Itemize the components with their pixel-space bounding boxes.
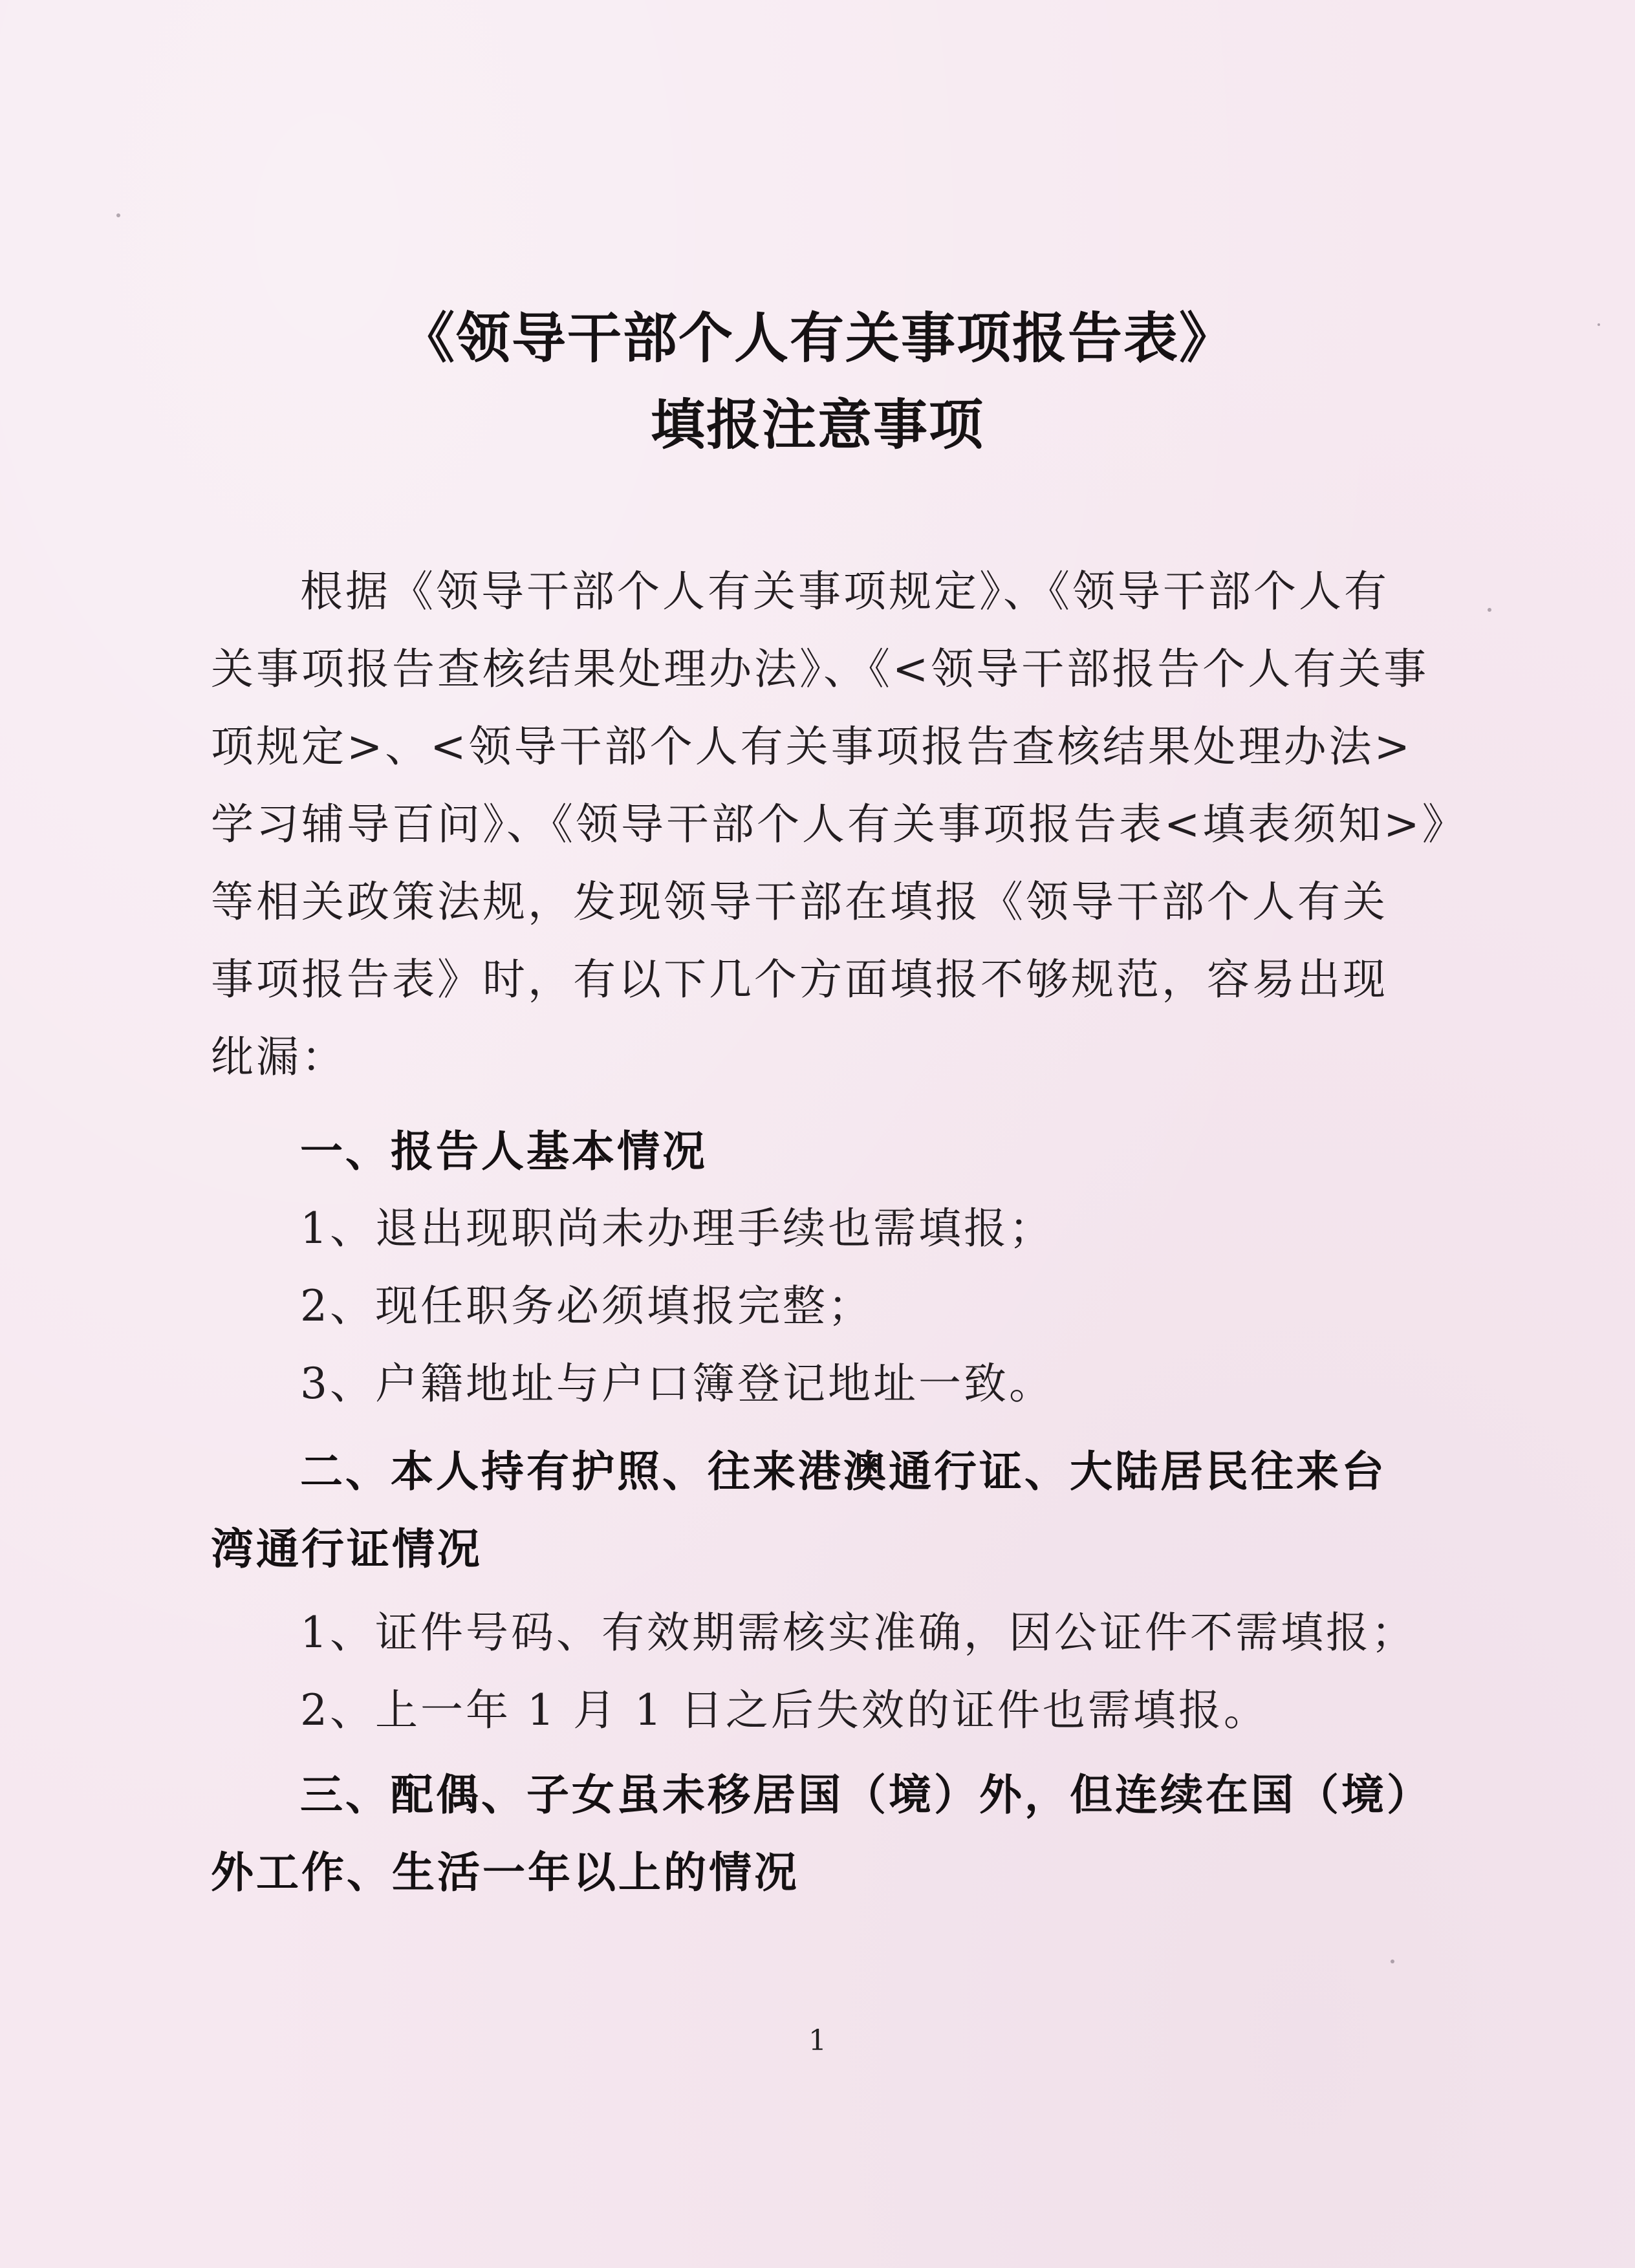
section-2-item: 2、上一年 1 月 1 日之后失效的证件也需填报。 bbox=[300, 1685, 1269, 1735]
intro-paragraph-line: 等相关政策法规，发现领导干部在填报《领导干部个人有关 bbox=[211, 877, 1388, 927]
intro-paragraph-line: 关事项报告查核结果处理办法》、《<领导干部报告个人有关事 bbox=[211, 644, 1429, 694]
section-1-item: 3、户籍地址与户口簿登记地址一致。 bbox=[300, 1359, 1054, 1409]
section-1-heading: 一、报告人基本情况 bbox=[300, 1126, 708, 1176]
scan-speck bbox=[1488, 608, 1491, 612]
section-1-item: 1、退出现职尚未办理手续也需填报； bbox=[300, 1204, 1054, 1253]
section-2-item: 1、证件号码、有效期需核实准确，因公证件不需填报； bbox=[300, 1608, 1416, 1658]
intro-paragraph-line: 项规定>、<领导干部个人有关事项报告查核结果处理办法> bbox=[211, 722, 1413, 772]
intro-paragraph-line: 根据《领导干部个人有关事项规定》、《领导干部个人有 bbox=[300, 567, 1389, 616]
intro-paragraph-line: 事项报告表》时，有以下几个方面填报不够规范，容易出现 bbox=[211, 955, 1388, 1004]
section-1-item: 2、现任职务必须填报完整； bbox=[300, 1281, 873, 1331]
section-2-heading-line: 二、本人持有护照、往来港澳通行证、大陆居民往来台 bbox=[300, 1446, 1387, 1496]
page-number: 1 bbox=[808, 2024, 827, 2057]
scan-speck bbox=[1391, 1960, 1394, 1963]
section-3-heading-line: 外工作、生活一年以上的情况 bbox=[211, 1847, 799, 1897]
intro-paragraph-line: 纰漏： bbox=[211, 1032, 347, 1082]
section-2-heading-line: 湾通行证情况 bbox=[211, 1524, 482, 1574]
document-title-line-1: 《领导干部个人有关事项报告表》 bbox=[400, 306, 1235, 370]
intro-paragraph-line: 学习辅导百问》、《领导干部个人有关事项报告表<填表须知>》 bbox=[211, 799, 1467, 849]
scan-speck bbox=[116, 213, 120, 217]
document-title-line-2: 填报注意事项 bbox=[650, 393, 984, 457]
section-3-heading-line: 三、配偶、子女虽未移居国（境）外，但连续在国（境） bbox=[300, 1769, 1432, 1820]
